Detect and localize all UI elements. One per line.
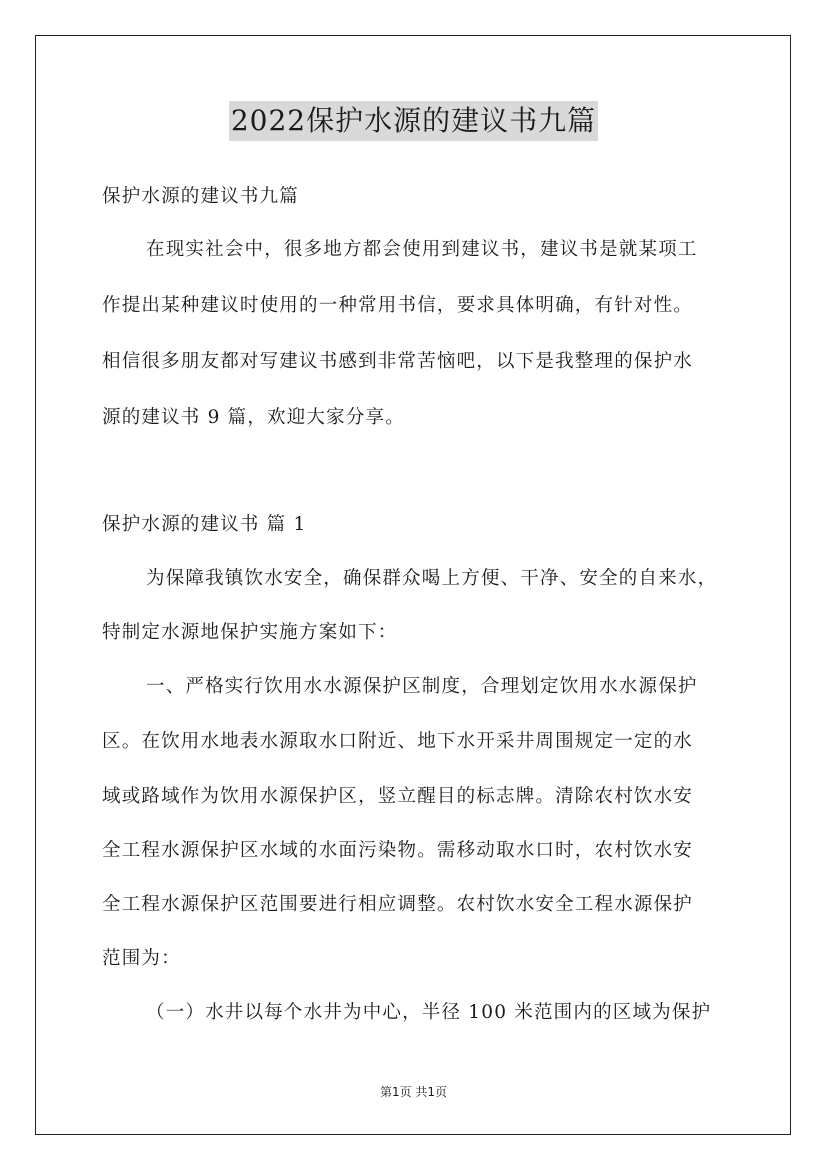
title-container [0, 101, 827, 141]
paragraph-line: 特制定水源地保护实施方案如下： [102, 622, 398, 643]
paragraph-line: 作提出某种建议时使用的一种常用书信，要求具体明确，有针对性。 [102, 295, 694, 316]
paragraph-line: 为保障我镇饮水安全，确保群众喝上方便、干净、安全的自来水， [146, 568, 718, 589]
paragraph-line: 相信很多朋友都对写建议书感到非常苦恼吧，以下是我整理的保护水 [102, 351, 694, 372]
paragraph-line: 域或路域作为饮用水源保护区，竖立醒目的标志牌。清除农村饮水安 [102, 786, 694, 807]
page-footer: 第1页 共1页 [379, 1085, 448, 1099]
paragraph-line: 区。在饮用水地表水源取水口附近、地下水开采井周围规定一定的水 [102, 731, 694, 752]
section-heading: 保护水源的建议书 篇 1 [102, 514, 307, 535]
paragraph-line: 一、严格实行饮用水水源保护区制度，合理划定饮用水水源保护 [146, 676, 698, 697]
paragraph-line: 在现实社会中，很多地方都会使用到建议书，建议书是就某项工 [146, 239, 698, 260]
paragraph-line: （一）水井以每个水井为中心，半径 100 米范围内的区域为保护 [146, 1002, 712, 1023]
paragraph-line: 全工程水源保护区范围要进行相应调整。农村饮水安全工程水源保护 [102, 894, 694, 915]
paragraph-line: 源的建议书 9 篇，欢迎大家分享。 [102, 407, 405, 428]
subtitle: 保护水源的建议书九篇 [102, 186, 300, 207]
paragraph-line: 范围为： [102, 948, 181, 969]
paragraph-line: 全工程水源保护区水域的水面污染物。需移动取水口时，农村饮水安 [102, 840, 694, 861]
document-title: 2022保护水源的建议书九篇 [229, 101, 598, 141]
